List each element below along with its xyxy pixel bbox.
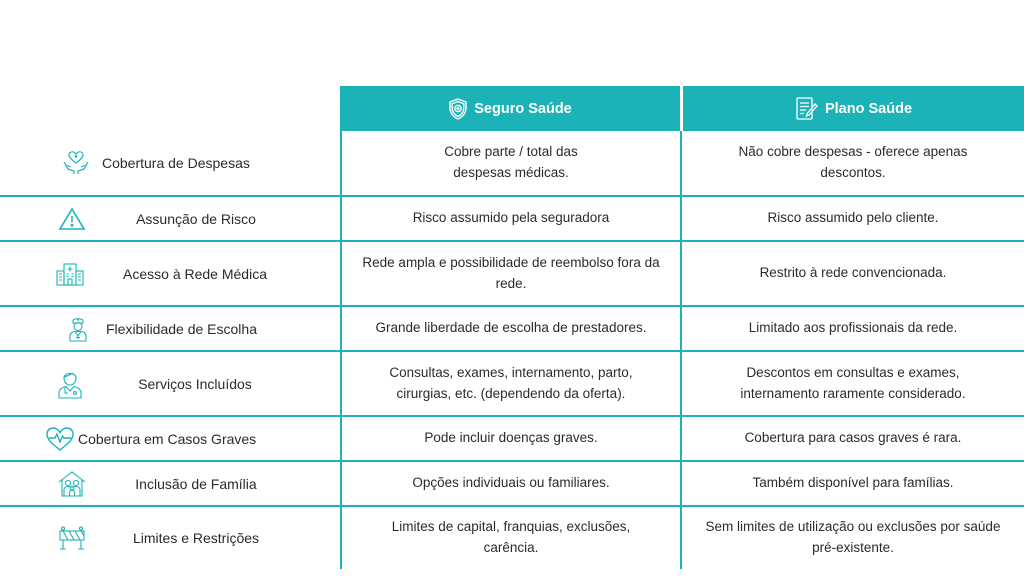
table-row	[0, 462, 1024, 507]
warning-icon	[52, 207, 92, 231]
header-plano-label: Plano Saúde	[824, 100, 913, 117]
seguro-value: Pode incluir doenças graves.	[340, 417, 680, 460]
plano-value: Sem limites de utilização ou exclusões por saúde pré-existente.	[680, 507, 1024, 569]
row-label-cell	[0, 352, 340, 415]
table-row	[0, 417, 1024, 462]
plano-value: Também disponível para famílias.	[680, 462, 1024, 505]
row-label: Cobertura em Casos Graves	[78, 430, 257, 447]
plano-value: Descontos em consultas e exames, internamento raramente considerado.	[680, 352, 1024, 415]
table-row	[0, 197, 1024, 242]
row-label-cell	[0, 131, 340, 195]
heart-pulse-icon	[44, 426, 76, 452]
doctor-icon	[50, 369, 90, 399]
shield-plus-icon	[448, 98, 468, 120]
row-label-cell	[0, 462, 340, 505]
header-blank	[0, 86, 340, 131]
table-header	[0, 86, 1024, 131]
seguro-value: Risco assumido pela seguradora	[340, 197, 680, 240]
seguro-value: Limites de capital, franquias, exclusões, carência.	[340, 507, 680, 569]
row-label-cell	[0, 417, 340, 460]
table-row	[0, 242, 1024, 307]
row-label: Assunção de Risco	[136, 210, 256, 227]
row-label-cell	[0, 242, 340, 305]
row-label: Inclusão de Família	[135, 475, 257, 492]
comparison-table	[0, 86, 1024, 569]
seguro-value: Grande liberdade de escolha de prestadores.	[340, 307, 680, 350]
row-label-cell	[0, 197, 340, 240]
hands-heart-icon	[56, 150, 96, 176]
seguro-value: Consultas, exames, internamento, parto, cirurgias, etc. (dependendo da oferta).	[340, 352, 680, 415]
table-row	[0, 352, 1024, 417]
table-row	[0, 507, 1024, 569]
document-pen-icon	[795, 96, 819, 122]
row-label: Limites e Restrições	[132, 530, 260, 546]
header-plano-saude	[680, 86, 1024, 131]
plano-value: Cobertura para casos graves é rara.	[680, 417, 1024, 460]
seguro-value: Rede ampla e possibilidade de reembolso fora da rede.	[340, 242, 680, 305]
nurse-icon	[58, 316, 98, 342]
row-label: Acesso à Rede Médica	[123, 265, 267, 282]
table-row	[0, 307, 1024, 352]
hospital-icon	[50, 261, 90, 287]
barrier-icon	[52, 525, 92, 551]
row-label: Serviços Incluídos	[138, 375, 252, 392]
row-label: Cobertura de Despesas	[102, 155, 250, 171]
plano-value: Restrito à rede convencionada.	[680, 242, 1024, 305]
row-label-cell	[0, 307, 340, 350]
seguro-value: Cobre parte / total das despesas médicas.	[340, 131, 680, 195]
plano-value: Limitado aos profissionais da rede.	[680, 307, 1024, 350]
plano-value: Não cobre despesas - oferece apenas descontos.	[680, 131, 1024, 195]
table-row	[0, 131, 1024, 197]
plano-value: Risco assumido pelo cliente.	[680, 197, 1024, 240]
row-label: Flexibilidade de Escolha	[106, 320, 257, 337]
row-label-cell	[0, 507, 340, 569]
header-seguro-label: Seguro Saúde	[474, 100, 572, 117]
family-icon	[52, 470, 92, 498]
seguro-value: Opções individuais ou familiares.	[340, 462, 680, 505]
header-seguro-saude	[340, 86, 680, 131]
